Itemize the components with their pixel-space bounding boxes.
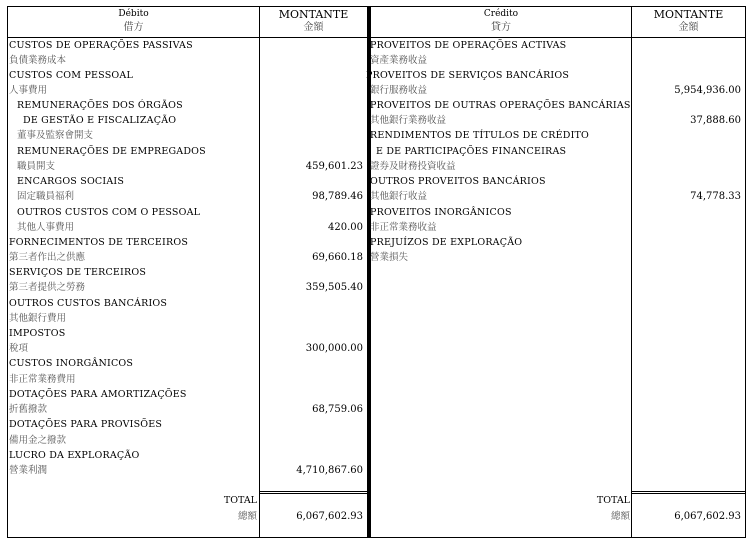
- credit-amount-header-pt: MONTANTE: [653, 8, 724, 21]
- debit-row-label: OUTROS CUSTOS BANCÁRIOS: [9, 298, 168, 309]
- debit-row-label-zh: 稅項: [9, 343, 29, 354]
- debit-row-label-zh: 人事費用: [9, 85, 48, 96]
- debit-row-label: OUTROS CUSTOS COM O PESSOAL: [17, 207, 201, 218]
- debit-row-label: IMPOSTOS: [9, 328, 66, 339]
- credit-header-pt: Crédito: [483, 9, 519, 19]
- credit-row-label-zh: 其他銀行業務收益: [370, 115, 447, 126]
- debit-row-label: DOTAÇÕES PARA AMORTIZAÇÕES: [9, 389, 187, 400]
- debit-row-label: FORNECIMENTOS DE TERCEIROS: [9, 237, 189, 248]
- credit-total-rule-2: [631, 493, 745, 494]
- debit-row-amount: 98,789.46: [312, 191, 363, 202]
- debit-row-label-zh: 負債業務成本: [9, 55, 67, 66]
- credit-header: [371, 8, 631, 34]
- debit-row-label-zh: 董事及監察會開支: [17, 130, 94, 141]
- debit-header-pt: Débito: [118, 9, 149, 19]
- debit-row-label-2: DE GESTÃO E FISCALIZAÇÃO: [23, 115, 177, 126]
- debit-row-label: REMUNERAÇÕES DOS ÓRGÃOS: [17, 100, 183, 111]
- debit-header: [8, 8, 259, 34]
- income-statement-table: [7, 6, 746, 538]
- debit-row-amount: 68,759.06: [312, 404, 363, 415]
- debit-row-label-zh: 固定職員福利: [17, 191, 75, 202]
- credit-row-label-zh: 非正常業務收益: [370, 222, 437, 233]
- credit-row-label: RENDIMENTOS DE TÍTULOS DE CRÉDITO: [370, 130, 590, 141]
- debit-row-label: CUSTOS DE OPERAÇÕES PASSIVAS: [9, 40, 193, 51]
- debit-amount-header-pt: MONTANTE: [278, 8, 349, 21]
- debit-row-amount: 420.00: [328, 222, 363, 233]
- debit-row-label: DOTAÇÕES PARA PROVISÕES: [9, 419, 163, 430]
- credit-row-label: PROVEITOS DE OUTRAS OPERAÇÕES BANCÁRIAS: [370, 100, 631, 111]
- credit-total-rule: [631, 491, 745, 492]
- debit-amount-header-zh: 金額: [303, 22, 324, 33]
- credit-row-label: PROVEITOS DE SERVIÇOS BANCÁRIOS: [366, 70, 570, 81]
- divider-debit-amount: [259, 7, 260, 537]
- credit-row-label-zh: 證券及財務投資收益: [370, 161, 456, 172]
- debit-amount-header: [260, 8, 367, 34]
- debit-row-amount: 4,710,867.60: [296, 465, 363, 476]
- debit-row-amount: 69,660.18: [312, 252, 363, 263]
- credit-row-label: PREJUÍZOS DE EXPLORAÇÃO: [370, 237, 523, 248]
- credit-header-zh: 貸方: [491, 22, 511, 33]
- debit-total-rule-2: [259, 493, 368, 494]
- debit-row-label-zh: 營業利潤: [9, 465, 48, 476]
- debit-row-amount: 300,000.00: [305, 343, 363, 354]
- credit-row-label: OUTROS PROVEITOS BANCÁRIOS: [370, 176, 546, 187]
- debit-row-label-zh: 非正常業務費用: [9, 374, 76, 385]
- credit-row-label-zh: 營業損失: [370, 252, 409, 263]
- debit-row-label-zh: 折舊撥款: [9, 404, 48, 415]
- debit-row-label-zh: 第三者提供之勞務: [9, 282, 86, 293]
- debit-row-label: CUSTOS INORGÂNICOS: [9, 358, 134, 369]
- debit-row-label-zh: 第三者作出之供應: [9, 252, 86, 263]
- debit-total-amount: 6,067,602.93: [296, 511, 363, 522]
- debit-row-label: ENCARGOS SOCIAIS: [17, 176, 125, 187]
- credit-amount-header-zh: 金額: [678, 22, 699, 33]
- credit-row-label: PROVEITOS DE OPERAÇÕES ACTIVAS: [370, 40, 567, 51]
- debit-row-amount: 359,505.40: [305, 282, 363, 293]
- credit-row-amount: 74,778.33: [690, 191, 741, 202]
- credit-row-label-zh: 其他銀行收益: [370, 191, 428, 202]
- credit-row-label-zh: 資產業務收益: [370, 55, 428, 66]
- credit-total-label: TOTAL: [596, 495, 630, 506]
- credit-row-label-zh: 銀行服務收益: [370, 85, 428, 96]
- debit-row-amount: 459,601.23: [305, 161, 363, 172]
- debit-row-label-zh: 其他人事費用: [17, 222, 75, 233]
- credit-total-amount: 6,067,602.93: [674, 511, 741, 522]
- credit-row-amount: 37,888.60: [690, 115, 741, 126]
- credit-row-amount: 5,954,936.00: [674, 85, 741, 96]
- credit-row-label-2: E DE PARTICIPAÇÕES FINANCEIRAS: [376, 146, 567, 157]
- debit-header-zh: 借方: [123, 22, 144, 33]
- debit-row-label: CUSTOS COM PESSOAL: [9, 70, 133, 81]
- debit-row-label: REMUNERAÇÕES DE EMPREGADOS: [17, 146, 206, 157]
- debit-row-label: LUCRO DA EXPLORAÇÃO: [9, 450, 140, 461]
- credit-amount-header: [632, 8, 745, 34]
- debit-total-label: TOTAL: [223, 495, 257, 506]
- debit-row-label: SERVIÇOS DE TERCEIROS: [9, 267, 147, 278]
- debit-row-label-zh: 備用金之撥款: [9, 435, 67, 446]
- debit-total-label-zh: 總額: [237, 511, 257, 522]
- credit-total-label-zh: 總額: [610, 511, 630, 522]
- credit-row-label: PROVEITOS INORGÂNICOS: [370, 207, 512, 218]
- debit-total-rule: [259, 491, 368, 492]
- debit-row-label-zh: 其他銀行費用: [9, 313, 67, 324]
- debit-row-label-zh: 職員開支: [17, 161, 56, 172]
